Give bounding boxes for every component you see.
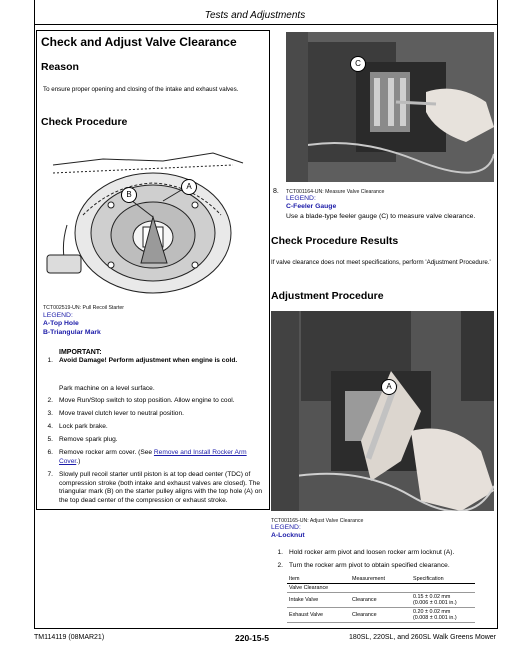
footer-model-name: 180SL, 220SL, and 260SL Walk Greens Mower — [349, 634, 496, 641]
recoil-starter-illustration — [43, 145, 245, 297]
callout-a-locknut-marker: A — [381, 379, 397, 395]
page-header-title: Tests and Adjustments — [204, 10, 306, 21]
remove-install-rocker-arm-cover-link[interactable]: Remove and Install Rocker Arm Cover — [59, 449, 247, 465]
step-8-number: 8. — [273, 188, 279, 195]
figure3-caption: TCT001165-UN: Adjust Valve Clearance — [271, 518, 364, 524]
left-section-box — [36, 30, 270, 510]
adjustment-heading: Adjustment Procedure — [271, 290, 384, 302]
footer-rule — [34, 628, 498, 629]
valve-clearance-spec-table — [287, 575, 475, 623]
figure2-legend — [286, 195, 336, 212]
check-steps-list: 1. Avoid Damage! Perform adjustment when engine is cold. Park machine on a level surface. 2. Move Run/Stop switch to stop position. Allow engine to cool. 3. Move travel clutch lever to neutral position. 4. Lock park brake. 5. Remove spark plug. 6. Remove rocker arm cover. (See Remove and Install Rocker Arm Cover.) 7. Slowly pull recoil starter until piston is at top dead center (TDC) of compression stroke (both intake and exhaust valves are closed). The triangular mark (B) on the starter pulley aligns with the top hole (A) on the top dead center of the compression or exhaust stroke. — [47, 357, 263, 504]
measure-valve-clearance-photo — [286, 32, 494, 182]
legend-item-triangular-mark: B-Triangular Mark — [43, 328, 101, 336]
figure3-legend — [271, 524, 305, 541]
recoil-starter-figure — [43, 145, 245, 297]
adjust-steps-list: 1. Hold rocker arm pivot and loosen rocker arm locknut (A). 2. Turn the rocker arm pivot to obtain specified clearance. — [277, 549, 455, 569]
legend-label: LEGEND: — [271, 524, 301, 531]
legend-item-top-hole: A-Top Hole — [43, 320, 79, 328]
adjust-photo-illustration — [271, 311, 494, 511]
footer-doc-id: TM114119 (08MAR21) — [34, 634, 105, 641]
footer-page-number: 220-15-5 — [235, 633, 270, 643]
table-row: Intake Valve Clearance 0.15 ± 0.02 mm (0.006 ± 0.001 in.) — [287, 593, 475, 608]
figure1-legend — [43, 312, 101, 337]
section-title: Check and Adjust Valve Clearance — [41, 35, 237, 49]
step-8-text: Use a blade-type feeler gauge (C) to measure valve clearance. — [286, 213, 476, 220]
reason-heading: Reason — [41, 61, 79, 73]
callout-a-marker: A — [181, 179, 197, 195]
callout-c-marker: C — [350, 56, 366, 72]
results-text: If valve clearance does not meet specifications, perform 'Adjustment Procedure.' — [271, 259, 491, 266]
callout-b-marker: B — [121, 187, 137, 203]
table-header-specification: Specification — [411, 575, 475, 584]
table-header-row — [287, 575, 475, 584]
legend-label: LEGEND: — [286, 195, 316, 202]
legend-item-feeler-gauge: C-Feeler Gauge — [286, 203, 337, 211]
legend-label: LEGEND: — [43, 312, 73, 319]
adjust-valve-clearance-photo — [271, 311, 494, 511]
table-row: Exhaust Valve Clearance 0.20 ± 0.02 mm (0.008 ± 0.001 in.) — [287, 608, 475, 623]
table-header-item: Item — [287, 575, 350, 584]
results-heading: Check Procedure Results — [271, 235, 399, 247]
reason-text: To ensure proper opening and closing of the intake and exhaust valves. — [43, 86, 239, 93]
figure1-caption: TCT002519-UN: Pull Recoil Starter — [43, 305, 125, 311]
legend-item-locknut: A-Locknut — [271, 532, 305, 540]
valve-photo-illustration — [286, 32, 494, 182]
check-procedure-heading: Check Procedure — [41, 116, 128, 128]
table-section-row: Valve Clearance — [287, 584, 475, 593]
important-label: IMPORTANT: — [59, 349, 102, 356]
figure2-caption: TCT001164-UN: Measure Valve Clearance — [286, 189, 385, 195]
table-header-measurement: Measurement — [350, 575, 411, 584]
